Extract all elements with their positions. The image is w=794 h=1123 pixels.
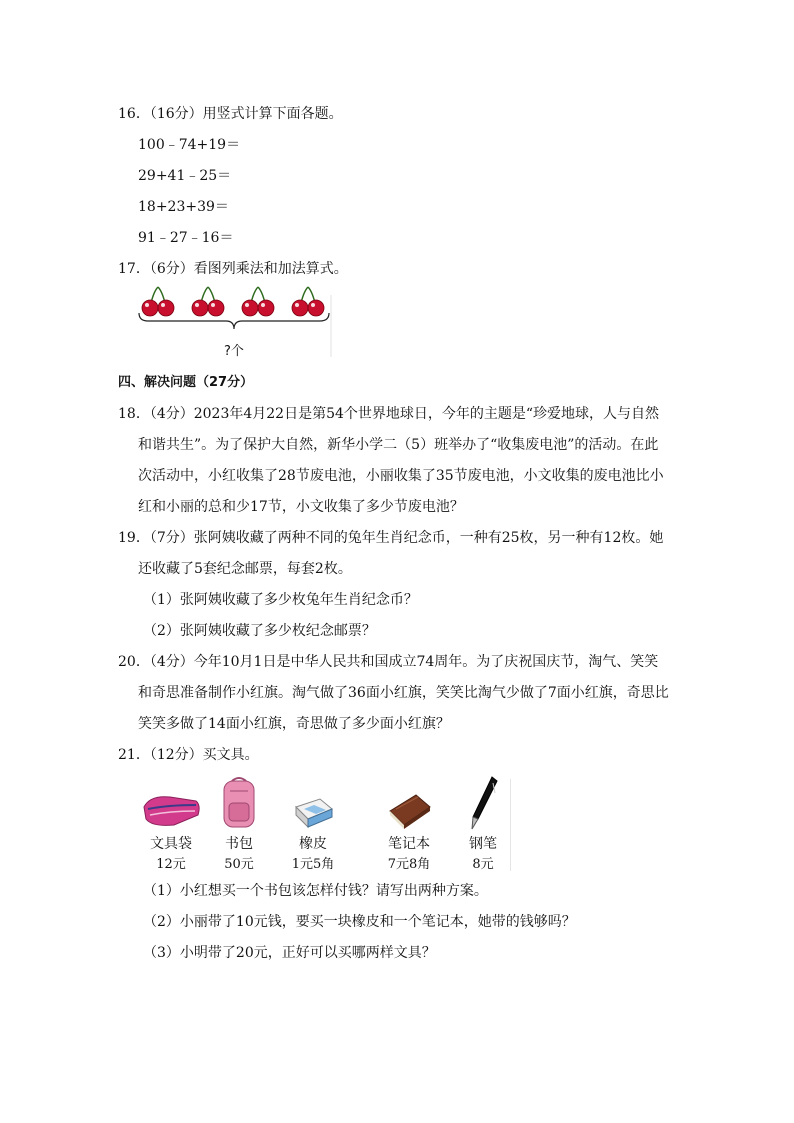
q19-sub-1: （1）张阿姨收藏了多少枚兔年生肖纪念币？ [143,592,418,608]
product-price: 1元5角 [291,857,335,872]
product-name: 文具袋 [150,836,192,852]
q21-sub-3: （3）小明带了20元，正好可以买哪两样文具？ [143,945,436,961]
q16-item-2: 29+41﹣25＝ [138,168,232,184]
q16-title: 16．（16分）用竖式计算下面各题。 [118,106,343,122]
q19-line-2: 还收藏了5套纪念邮票，每套2枚。 [138,561,352,577]
q20-line-3: 笑笑多做了14面小红旗，奇思做了多少面小红旗？ [138,716,450,732]
q19-sub-2: （2）张阿姨收藏了多少枚纪念邮票？ [143,623,376,639]
product-price: 12元 [156,857,186,872]
q18-line-2: 和谐共生”。为了保护大自然，新华小学二（5）班举办了“收集废电池”的活动。在此 [138,437,659,453]
q20-line-2: 和奇思准备制作小红旗。淘气做了36面小红旗，笑笑比淘气少做了7面小红旗，奇思比 [138,685,669,701]
q21-sub-1: （1）小红想买一个书包该怎样付钱？请写出两种方案。 [143,883,488,899]
q21-title: 21．（12分）买文具。 [118,747,259,763]
cherry-pair-icon [142,287,174,316]
eraser-icon [292,795,336,829]
q20-line-1: 20．（4分）今年10月1日是中华人民共和国成立74周年。为了庆祝国庆节，淘气、笑笑 [118,654,659,670]
q18-line-4: 红和小丽的总和少17节，小文收集了多少节废电池？ [138,499,464,515]
q16-item-3: 18+23+39＝ [138,199,229,215]
product-name: 书包 [225,836,253,852]
cherry-pair-icon [242,287,274,316]
product-name: 钢笔 [469,836,497,852]
q21-sub-2: （2）小丽带了10元钱，要买一块橡皮和一个笔记本，她带的钱够吗？ [143,914,576,930]
product-pen [448,775,518,873]
q16-item-4: 91﹣27﹣16＝ [138,230,234,246]
product-backpack [204,775,274,873]
product-pencil-case [136,775,206,873]
cherry-pair-icon [192,287,224,316]
notebook-icon [386,791,434,831]
product-price: 7元8角 [387,857,431,872]
q16-item-1: 100﹣74+19＝ [138,137,241,153]
q17-title: 17．（6分）看图列乘法和加法算式。 [118,261,348,277]
q18-line-3: 次活动中，小红收集了28节废电池，小丽收集了35节废电池，小文收集的废电池比小 [138,468,664,484]
product-price: 50元 [224,857,254,872]
backpack-icon [218,775,260,831]
q19-line-1: 19．（7分）张阿姨收藏了两种不同的兔年生肖纪念币，一种有25枚，另一种有12枚。她 [118,530,664,546]
cherry-pair-icon [292,287,324,316]
brace-label: ?个 [224,344,244,359]
product-notebook [374,775,444,873]
q18-line-1: 18．（4分）2023年4月22日是第54个世界地球日，今年的主题是“珍爱地球，人与自然 [118,406,660,422]
stationery-price-panel [136,775,511,873]
product-name: 橡皮 [299,836,327,852]
cherries-figure [136,285,332,360]
panel-divider [510,779,511,871]
product-name: 笔记本 [388,836,430,852]
product-price: 8元 [472,857,494,872]
pen-icon [466,775,500,833]
product-eraser [278,775,348,873]
section-4-heading: 四、解决问题（27分） [118,375,254,390]
pencil-case-icon [140,789,202,829]
